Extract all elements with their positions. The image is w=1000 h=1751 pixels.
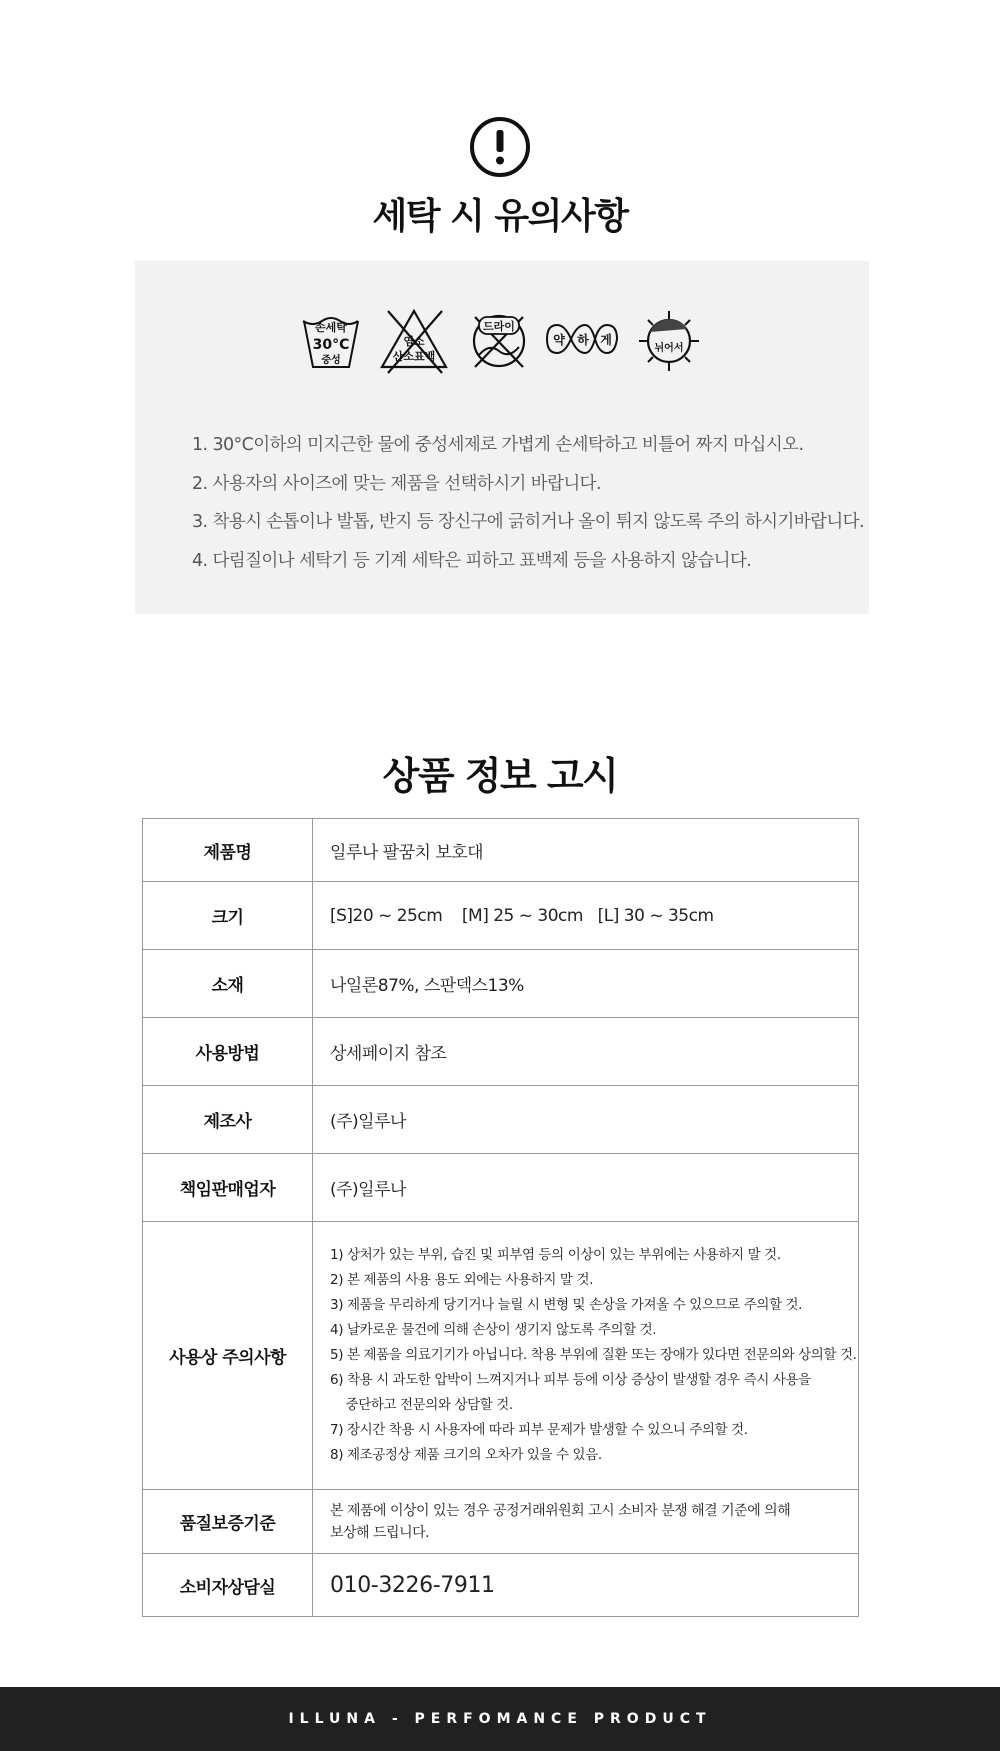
row-value-precautions — [313, 1222, 859, 1490]
warranty-line: 본 제품에 이상이 있는 경우 공정거래위원회 고시 소비자 분쟁 해결 기준에 의해 — [330, 1502, 791, 1519]
care-item: 1. 30°C이하의 미지근한 물에 중성세제로 가볍게 손세탁하고 비틀어 짜지 마십시오. — [192, 435, 804, 455]
no-bleach-icon — [382, 311, 446, 373]
care-title: 세탁 시 유의사항 — [372, 196, 628, 237]
consumer-phone: 010-3226-7911 — [313, 1554, 859, 1617]
row-label-seller: 책임판매업자 — [143, 1154, 313, 1222]
precaution-item: 3) 제품을 무리하게 당기거나 늘릴 시 변형 및 손상을 가져올 수 있으므로 주의할 것. — [330, 1297, 803, 1313]
table-row — [143, 1554, 859, 1617]
shade-dry-icon — [639, 311, 699, 371]
care-instructions-panel — [135, 261, 869, 614]
row-value-usage: 상세페이지 참조 — [313, 1018, 859, 1086]
row-value-manufacturer: (주)일루나 — [313, 1086, 859, 1154]
precaution-item: 1) 상처가 있는 부위, 습진 및 피부염 등의 이상이 있는 부위에는 사용하지 말 것. — [330, 1247, 781, 1263]
product-info-table — [142, 818, 859, 1617]
no-dry-clean-label: 드라이 — [483, 320, 515, 333]
footer-bar: ILLUNA - PERFOMANCE PRODUCT — [0, 1687, 1000, 1751]
care-item: 3. 착용시 손톱이나 발톱, 반지 등 장신구에 긁히거나 올이 튀지 않도록 주의 하시기바랍니다. — [192, 512, 864, 532]
precaution-item: 중단하고 전문의와 상담할 것. — [330, 1397, 513, 1413]
precaution-item: 4) 날카로운 물건에 의해 손상이 생기지 않도록 주의할 것. — [330, 1322, 657, 1338]
table-row — [143, 819, 859, 882]
gentle-wring-label-3: 게 — [600, 333, 612, 347]
table-row — [143, 882, 859, 950]
care-symbols — [300, 309, 700, 389]
table-row — [143, 950, 859, 1018]
row-label-usage: 사용방법 — [143, 1018, 313, 1086]
row-label-warranty: 품질보증기준 — [143, 1490, 313, 1554]
row-value-material: 나일론87%, 스판덱스13% — [313, 950, 859, 1018]
precaution-item: 5) 본 제품을 의료기기가 아닙니다. 착용 부위에 질환 또는 장애가 있다면 전문의와 상의할 것. — [330, 1347, 857, 1363]
warranty-line: 보상해 드립니다. — [330, 1524, 430, 1541]
table-row — [143, 1018, 859, 1086]
no-dry-clean-icon — [474, 316, 524, 367]
care-item: 4. 다림질이나 세탁기 등 기계 세탁은 피하고 표백제 등을 사용하지 않습니다. — [192, 550, 752, 571]
row-value-size: [S]20 ~ 25cm [M] 25 ~ 30cm [L] 30 ~ 35cm — [313, 882, 859, 950]
table-row — [143, 1154, 859, 1222]
row-label-size: 크기 — [143, 882, 313, 950]
gentle-wring-label-1: 약 — [553, 333, 565, 347]
gentle-wring-icon — [547, 325, 617, 353]
row-label-product-name: 제품명 — [143, 819, 313, 882]
product-info-title: 상품 정보 고시 — [382, 754, 618, 798]
precaution-item: 6) 착용 시 과도한 압박이 느껴지거나 피부 등에 이상 증상이 발생할 경우 즉시 사용을 — [330, 1372, 811, 1388]
warning-icon — [469, 116, 531, 178]
row-value-warranty — [313, 1490, 859, 1554]
row-label-material: 소재 — [143, 950, 313, 1018]
precaution-item: 2) 본 제품의 사용 용도 외에는 사용하지 말 것. — [330, 1272, 593, 1288]
care-list — [192, 434, 864, 588]
row-label-consumer-center: 소비자상담실 — [143, 1554, 313, 1617]
shade-dry-label: 뉘어서 — [654, 343, 684, 354]
hand-wash-icon — [303, 318, 358, 367]
no-bleach-label-1: 염소 — [403, 335, 425, 348]
row-label-precautions: 사용상 주의사항 — [143, 1222, 313, 1490]
row-value-product-name: 일루나 팔꿈치 보호대 — [313, 819, 859, 882]
precaution-item: 7) 장시간 착용 시 사용자에 따라 피부 문제가 발생할 수 있으니 주의할 것. — [330, 1422, 748, 1438]
no-bleach-label-2: 산소표백 — [392, 350, 436, 363]
care-item: 2. 사용자의 사이즈에 맞는 제품을 선택하시기 바랍니다. — [192, 473, 601, 494]
row-label-manufacturer: 제조사 — [143, 1086, 313, 1154]
gentle-wring-label-2: 하 — [577, 333, 589, 347]
hand-wash-label-1: 손세탁 — [315, 321, 347, 334]
precaution-item: 8) 제조공정상 제품 크기의 오차가 있을 수 있음. — [330, 1447, 602, 1463]
hand-wash-label-3: 중성 — [321, 355, 341, 366]
row-value-seller: (주)일루나 — [313, 1154, 859, 1222]
hand-wash-label-2: 30°C — [312, 337, 350, 353]
precautions-list — [330, 1243, 858, 1468]
table-row — [143, 1490, 859, 1554]
table-row — [143, 1222, 859, 1490]
table-row — [143, 1086, 859, 1154]
